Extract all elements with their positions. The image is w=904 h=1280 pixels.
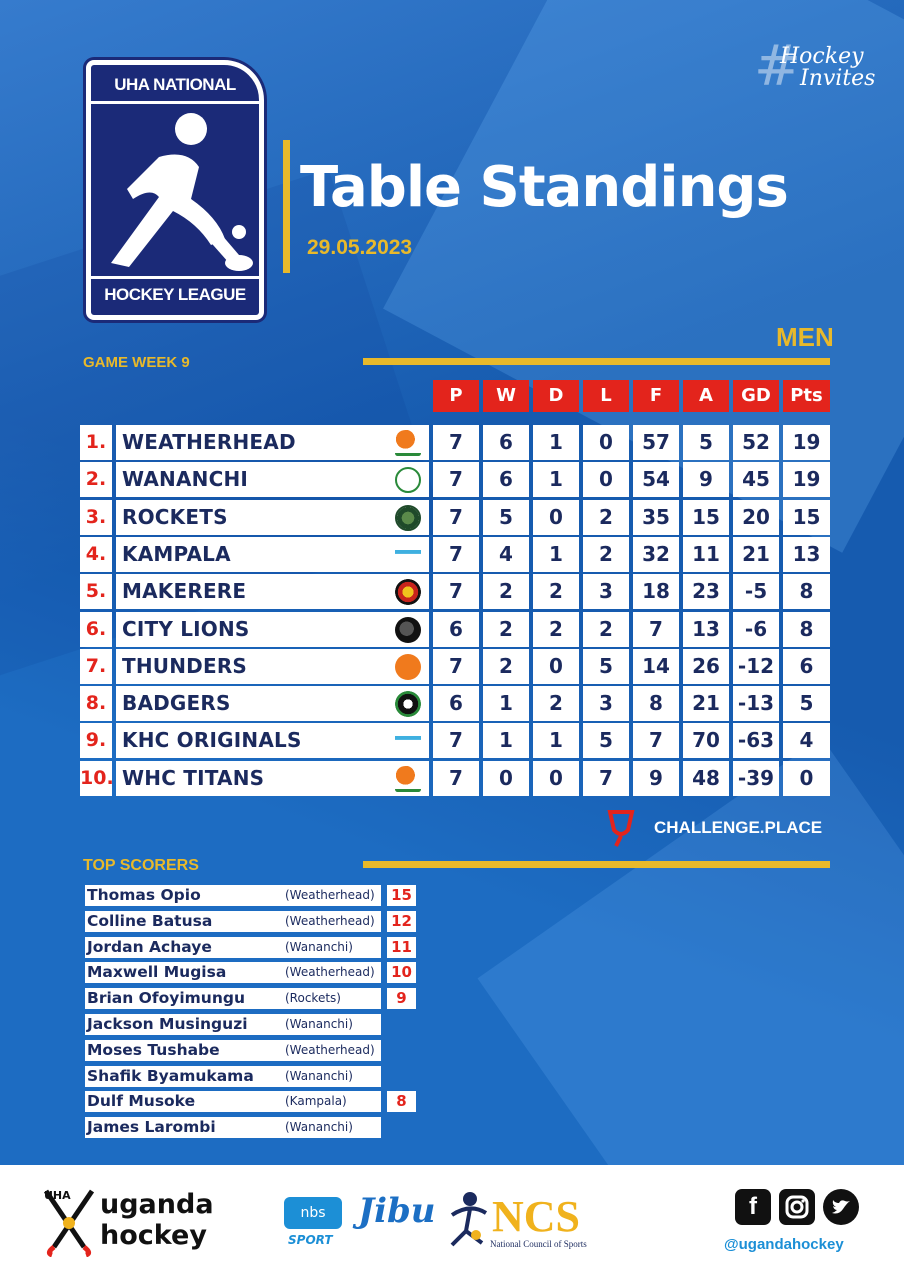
column-header-l: L — [583, 380, 629, 412]
stat-cell-pts: 6 — [783, 649, 830, 684]
rank-cell: 9. — [80, 723, 112, 758]
team-cell — [116, 612, 429, 647]
stat-cell-l: 0 — [583, 425, 629, 460]
stat-cell-pts: 0 — [783, 761, 830, 796]
scorer-row — [85, 962, 381, 983]
stat-cell-pts: 13 — [783, 537, 830, 572]
stat-cell-f: 18 — [633, 574, 679, 609]
column-header-pts: Pts — [783, 380, 830, 412]
stat-cell-f: 14 — [633, 649, 679, 684]
facebook-icon[interactable]: f — [735, 1189, 771, 1225]
ncs-text: NCS — [492, 1192, 581, 1241]
game-week-label: GAME WEEK 9 — [83, 354, 190, 371]
team-cell — [116, 574, 429, 609]
stat-cell-gd: 52 — [733, 425, 779, 460]
stat-cell-w: 5 — [483, 500, 529, 535]
stat-cell-f: 7 — [633, 723, 679, 758]
column-header-f: F — [633, 380, 679, 412]
stat-cell-f: 8 — [633, 686, 679, 721]
scorer-name: Jackson Musinguzi — [87, 1015, 248, 1033]
challenge-place-text: CHALLENGE.PLACE — [654, 818, 823, 837]
scorer-row — [85, 1040, 381, 1061]
stat-cell-gd: -6 — [733, 612, 779, 647]
stat-cell-d: 1 — [533, 462, 579, 497]
scorer-team: (Rockets) — [285, 991, 341, 1006]
scorer-team: (Weatherhead) — [285, 965, 375, 980]
stat-cell-pts: 5 — [783, 686, 830, 721]
kampala-logo-icon — [395, 728, 421, 754]
logo-top-text: UHA NATIONAL — [114, 75, 236, 94]
stat-cell-l: 7 — [583, 761, 629, 796]
stat-cell-gd: 45 — [733, 462, 779, 497]
stat-cell-pts: 4 — [783, 723, 830, 758]
stat-cell-d: 0 — [533, 500, 579, 535]
jibu-logo: Jibu — [358, 1191, 436, 1231]
scorer-row — [85, 1014, 381, 1035]
nbs-sport-logo — [284, 1197, 344, 1247]
scorer-name: Brian Ofoyimungu — [87, 989, 245, 1008]
scorer-goals: 10 — [387, 962, 416, 983]
team-name: KHC ORIGINALS — [122, 728, 302, 753]
hashtag-logo — [754, 34, 884, 100]
hashtag-line2: Invites — [800, 66, 876, 91]
stat-cell-w: 1 — [483, 686, 529, 721]
kampala-logo-icon — [395, 542, 421, 568]
stat-cell-gd: 20 — [733, 500, 779, 535]
team-cell — [116, 537, 429, 572]
team-name: THUNDERS — [122, 653, 248, 678]
column-header-p: P — [433, 380, 479, 412]
stat-cell-f: 32 — [633, 537, 679, 572]
scorer-name: Jordan Achaye — [87, 937, 212, 956]
logo-divider — [91, 101, 259, 104]
scorer-name: Moses Tushabe — [87, 1040, 220, 1059]
ncs-logo — [442, 1187, 602, 1257]
hockey-word: hockey — [100, 1220, 207, 1251]
social-handle[interactable]: @ugandahockey — [724, 1236, 844, 1253]
column-header-d: D — [533, 380, 579, 412]
team-name: CITY LIONS — [122, 616, 250, 641]
team-cell — [116, 686, 429, 721]
logo-bottom-text: HOCKEY LEAGUE — [104, 285, 246, 304]
uha-small-text: UHA — [44, 1189, 71, 1202]
category-label: MEN — [776, 322, 834, 352]
scorer-team: (Wananchi) — [285, 939, 353, 954]
stat-cell-p: 7 — [433, 574, 479, 609]
logo-divider — [91, 276, 259, 279]
team-cell — [116, 723, 429, 758]
standings-row — [80, 649, 831, 684]
social-icons — [735, 1189, 865, 1229]
scorer-name: Dulf Musoke — [87, 1092, 196, 1111]
scorer-name: James Larombi — [87, 1118, 216, 1137]
scorer-row — [85, 1091, 381, 1112]
team-name: ROCKETS — [122, 504, 228, 529]
scorer-team: (Weatherhead) — [285, 888, 375, 902]
scorer-goals: 15 — [387, 885, 416, 906]
league-logo — [86, 60, 264, 320]
scorer-goals: 8 — [387, 1091, 416, 1112]
team-name: KAMPALA — [122, 541, 231, 566]
stat-cell-l: 3 — [583, 574, 629, 609]
stat-cell-p: 7 — [433, 500, 479, 535]
stat-cell-w: 0 — [483, 761, 529, 796]
stat-cell-f: 9 — [633, 761, 679, 796]
gold-divider — [363, 358, 830, 365]
gold-divider — [363, 861, 830, 868]
stat-cell-p: 7 — [433, 537, 479, 572]
team-cell — [116, 462, 429, 497]
stat-cell-a: 70 — [683, 723, 729, 758]
rockets-logo-icon — [395, 505, 421, 531]
stat-cell-d: 2 — [533, 686, 579, 721]
stat-cell-p: 6 — [433, 686, 479, 721]
stat-cell-pts: 15 — [783, 500, 830, 535]
team-cell — [116, 500, 429, 535]
stat-cell-a: 5 — [683, 425, 729, 460]
stat-cell-w: 4 — [483, 537, 529, 572]
twitter-icon[interactable] — [823, 1189, 859, 1225]
stat-cell-a: 21 — [683, 686, 729, 721]
rank-cell: 8. — [80, 686, 112, 721]
rank-cell: 3. — [80, 500, 112, 535]
scorer-team: (Wananchi) — [285, 1017, 353, 1031]
stat-cell-a: 48 — [683, 761, 729, 796]
team-name: WHC TITANS — [122, 765, 265, 790]
stat-cell-l: 2 — [583, 612, 629, 647]
team-name: WEATHERHEAD — [122, 430, 296, 454]
stat-cell-a: 15 — [683, 500, 729, 535]
hash-icon: # — [754, 34, 801, 99]
rank-cell: 6. — [80, 612, 112, 647]
stat-cell-a: 23 — [683, 574, 729, 609]
stat-cell-l: 2 — [583, 537, 629, 572]
stat-cell-p: 7 — [433, 649, 479, 684]
stat-cell-p: 7 — [433, 723, 479, 758]
scorer-row — [85, 988, 381, 1009]
stat-cell-f: 54 — [633, 462, 679, 497]
weatherhead-logo-icon — [395, 766, 421, 792]
stat-cell-f: 7 — [633, 612, 679, 647]
column-header-w: W — [483, 380, 529, 412]
nbs-sport-text: SPORT — [288, 1233, 333, 1247]
scorer-goals: 12 — [387, 911, 416, 932]
stat-cell-w: 1 — [483, 723, 529, 758]
stat-cell-a: 13 — [683, 612, 729, 647]
stat-cell-a: 9 — [683, 462, 729, 497]
scorer-name: Thomas Opio — [87, 886, 201, 904]
scorer-team: (Weatherhead) — [285, 913, 375, 928]
stat-cell-d: 1 — [533, 537, 579, 572]
stat-cell-d: 2 — [533, 612, 579, 647]
badgers-logo-icon — [395, 691, 421, 717]
scorer-team: (Weatherhead) — [285, 1042, 375, 1057]
stat-cell-w: 6 — [483, 462, 529, 497]
rank-cell: 2. — [80, 462, 112, 497]
team-name: MAKERERE — [122, 579, 247, 604]
stat-cell-a: 26 — [683, 649, 729, 684]
stat-cell-gd: 21 — [733, 537, 779, 572]
stat-cell-p: 6 — [433, 612, 479, 647]
athlete-icon — [442, 1189, 492, 1249]
hockey-player-icon — [99, 107, 254, 277]
stat-cell-f: 57 — [633, 425, 679, 460]
scorer-goals: 11 — [387, 937, 416, 958]
stat-cell-d: 1 — [533, 425, 579, 460]
team-name: WANANCHI — [122, 467, 249, 492]
standings-row — [80, 761, 831, 796]
standings-row — [80, 612, 831, 647]
scorer-name: Shafik Byamukama — [87, 1066, 254, 1085]
date-label: 29.05.2023 — [307, 236, 413, 259]
stat-cell-p: 7 — [433, 462, 479, 497]
rank-cell: 7. — [80, 649, 112, 684]
stat-cell-d: 0 — [533, 761, 579, 796]
stat-cell-gd: -63 — [733, 723, 779, 758]
stat-cell-w: 2 — [483, 574, 529, 609]
stat-cell-l: 5 — [583, 649, 629, 684]
stat-cell-gd: -39 — [733, 761, 779, 796]
wananchi-logo-icon — [395, 467, 421, 493]
stat-cell-w: 6 — [483, 425, 529, 460]
top-scorers-label: TOP SCORERS — [83, 857, 199, 874]
standings-row — [80, 723, 831, 758]
standings-row — [80, 500, 831, 535]
team-cell — [116, 761, 429, 796]
nbs-text: nbs — [284, 1197, 342, 1229]
weatherhead-logo-icon — [395, 430, 421, 456]
column-header-gd: GD — [733, 380, 779, 412]
bg-shape — [478, 738, 904, 1165]
stat-cell-p: 7 — [433, 761, 479, 796]
uganda-word: uganda — [100, 1189, 214, 1220]
scorer-row — [85, 937, 381, 958]
standings-row — [80, 462, 831, 497]
stat-cell-d: 0 — [533, 649, 579, 684]
stat-cell-l: 2 — [583, 500, 629, 535]
rank-cell: 10. — [80, 761, 112, 796]
column-header-a: A — [683, 380, 729, 412]
page-title: Table Standings — [300, 155, 788, 220]
scorer-row — [85, 1066, 381, 1087]
scorer-team: (Wananchi) — [285, 1068, 353, 1083]
stat-cell-w: 2 — [483, 649, 529, 684]
sponsor-footer — [0, 1165, 904, 1280]
scorer-name: Colline Batusa — [87, 911, 213, 930]
stat-cell-d: 1 — [533, 723, 579, 758]
stat-cell-p: 7 — [433, 425, 479, 460]
scorer-name: Maxwell Mugisa — [87, 963, 227, 982]
stat-cell-a: 11 — [683, 537, 729, 572]
team-cell — [116, 649, 429, 684]
rank-cell: 4. — [80, 537, 112, 572]
stat-cell-l: 3 — [583, 686, 629, 721]
stat-cell-w: 2 — [483, 612, 529, 647]
scorer-team: (Kampala) — [285, 1094, 347, 1109]
stat-cell-f: 35 — [633, 500, 679, 535]
city-lions-logo-icon — [395, 617, 421, 643]
team-cell — [116, 425, 429, 460]
scorer-team: (Wananchi) — [285, 1120, 353, 1135]
scorer-row — [85, 911, 381, 932]
title-accent-bar — [283, 140, 290, 273]
stat-cell-pts: 8 — [783, 574, 830, 609]
standings-row — [80, 574, 831, 609]
stat-cell-gd: -12 — [733, 649, 779, 684]
rank-cell: 5. — [80, 574, 112, 609]
rank-cell: 1. — [80, 425, 112, 460]
thunders-logo-icon — [395, 654, 421, 680]
scorer-goals: 9 — [387, 988, 416, 1009]
standings-row — [80, 537, 831, 572]
stat-cell-pts: 19 — [783, 462, 830, 497]
stat-cell-gd: -5 — [733, 574, 779, 609]
standings-row — [80, 425, 831, 460]
makerere-logo-icon — [395, 579, 421, 605]
standings-row — [80, 686, 831, 721]
stat-cell-pts: 8 — [783, 612, 830, 647]
stat-cell-l: 5 — [583, 723, 629, 758]
stat-cell-gd: -13 — [733, 686, 779, 721]
stat-cell-d: 2 — [533, 574, 579, 609]
team-name: BADGERS — [122, 691, 231, 716]
scorer-row — [85, 1117, 381, 1138]
stat-cell-l: 0 — [583, 462, 629, 497]
scorer-row — [85, 885, 381, 906]
instagram-icon[interactable] — [779, 1189, 815, 1225]
stat-cell-pts: 19 — [783, 425, 830, 460]
hashtag-line1: Hockey — [780, 44, 864, 69]
ncs-subtitle: National Council of Sports — [490, 1239, 587, 1249]
challenge-place-icon — [604, 808, 638, 848]
uganda-hockey-logo — [40, 1187, 240, 1257]
